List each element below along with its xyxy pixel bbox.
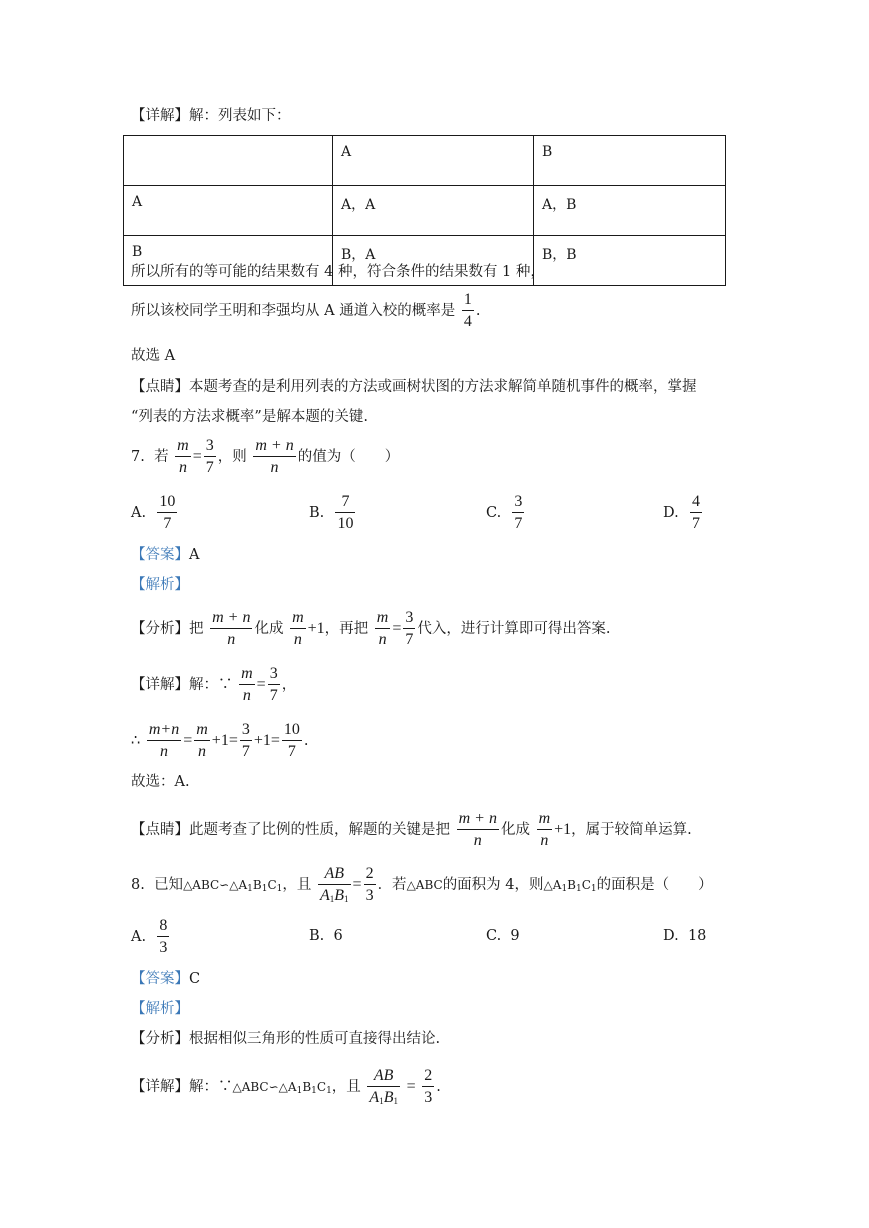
option-letter: A. (131, 505, 147, 521)
frac-num: m + n (457, 811, 499, 830)
frac-num: m (239, 666, 255, 685)
xiangjie-label: 【详解】 (131, 677, 189, 693)
q8-text: 的面积为 4，则 (442, 877, 544, 893)
comment-text: 化成 (500, 822, 530, 838)
option-fraction (690, 494, 702, 532)
equals: = (406, 1078, 416, 1095)
calc-frac-d (282, 722, 302, 760)
question-8 (131, 866, 713, 904)
option-letter: C. (486, 928, 502, 944)
similarity-statement (183, 878, 282, 892)
q8-answer (131, 969, 200, 989)
frac-den: n (378, 631, 387, 648)
triangle-text: C (267, 878, 277, 892)
fenxi-text: 根据相似三角形的性质可直接得出结论. (189, 1031, 441, 1047)
frac-num: 3 (268, 666, 280, 685)
frac-num: 8 (157, 918, 169, 937)
equals: = (192, 448, 202, 465)
triangle-a1b1c1 (544, 878, 597, 892)
frac-num: 2 (422, 1068, 434, 1087)
frac-num: m (290, 610, 306, 629)
comment-label: 【点睛】 (131, 379, 189, 395)
frac-num: AB (367, 1068, 400, 1087)
table-cell: B (124, 236, 333, 286)
triangle-text: △ABC (406, 878, 443, 892)
option-value: 9 (510, 928, 520, 944)
den-part: A (369, 1089, 380, 1106)
comment-label: 【点睛】 (131, 822, 189, 838)
option-fraction (512, 494, 524, 532)
table-cell: A，A (333, 186, 534, 236)
fenxi-frac-3 (375, 610, 391, 648)
triangle-text: △ABC∽△A (183, 878, 248, 892)
option-letter: D. (663, 505, 679, 521)
option-letter: A. (131, 929, 147, 945)
subscript: 1 (247, 884, 253, 894)
option-letter: B. (309, 505, 325, 521)
frac-num: 4 (690, 494, 702, 513)
q7-cond-frac (175, 438, 191, 476)
frac-den: n (198, 743, 207, 760)
frac-num: 2 (364, 866, 376, 885)
period: . (436, 1079, 441, 1095)
detail-intro (131, 106, 291, 126)
option-value: 18 (687, 928, 707, 944)
frac-num: m + n (253, 438, 295, 457)
q7-cond-val (204, 438, 216, 476)
table-cell (124, 136, 333, 186)
answer-label: 【答案】 (131, 971, 189, 987)
xiangjie-text: ，且 (331, 1079, 361, 1095)
xiangjie-text: 解：∵ (189, 677, 233, 693)
frac-den: 3 (424, 1089, 433, 1106)
subscript: 1 (393, 1096, 398, 1106)
table-row (124, 136, 726, 186)
question-number: 8. (131, 877, 145, 893)
frac-num: 10 (157, 494, 177, 513)
comment-frac-2 (537, 811, 553, 849)
q7-answer (131, 545, 199, 565)
q8-option-a[interactable] (131, 918, 171, 956)
frac-num: 3 (512, 494, 524, 513)
period: . (303, 733, 309, 749)
comment-text: 此题考查了比例的性质，解题的关键是把 (189, 822, 450, 838)
den-part: B (383, 1089, 394, 1106)
q7-text: 的值为（ ） (297, 449, 400, 465)
frac-den: n (540, 832, 549, 849)
frac-num: 3 (403, 610, 415, 629)
frac-num: 3 (204, 438, 216, 457)
q7-comment (131, 811, 692, 849)
answer-value: C (189, 971, 201, 987)
q7-calculation (131, 722, 309, 760)
q8-fenxi (131, 1029, 440, 1049)
probability-text: 所以该校同学王明和李强均从 A 通道入校的概率是 (131, 303, 456, 319)
frac-num: 7 (335, 494, 355, 513)
fenxi-label: 【分析】 (131, 1031, 189, 1047)
frac-den: n (227, 631, 236, 648)
q8-option-d[interactable] (663, 928, 706, 944)
subscript: 1 (379, 1096, 384, 1106)
den-part: A (319, 887, 330, 904)
result-count-line: 所以所有的等可能的结果数有 4 种，符合条件的结果数有 1 种， (131, 264, 545, 280)
frac-den: 7 (514, 515, 523, 532)
q8-text: ，且 (282, 877, 312, 893)
subscript: 1 (276, 884, 283, 894)
xiangjie-value (268, 666, 280, 704)
fenxi-text: 化成 (254, 621, 284, 637)
frac-den: 3 (159, 939, 168, 956)
plus-one: +1 (307, 620, 325, 637)
den-part: B (334, 887, 345, 904)
q7-fenxi (131, 610, 610, 648)
subscript: 1 (296, 1086, 303, 1096)
frac-den: 7 (269, 687, 278, 704)
table-cell: B，A (333, 236, 534, 286)
subscript: 1 (590, 884, 597, 894)
subscript: 1 (576, 884, 582, 894)
probability-line (131, 292, 480, 330)
table-row (124, 186, 726, 236)
frac-den: 7 (691, 515, 700, 532)
detail-label: 【详解】 (131, 108, 189, 124)
similarity-statement (233, 1080, 332, 1094)
fenxi-frac-1 (210, 610, 252, 648)
q8-text: 已知 (154, 877, 184, 893)
table-cell: B，B (534, 236, 726, 286)
subscript: 1 (344, 894, 349, 904)
q8-ratio-value (364, 866, 376, 904)
frac-num: AB (318, 866, 351, 885)
q7-option-c[interactable] (486, 494, 526, 532)
subscript: 1 (561, 884, 568, 894)
fenxi-text: ，再把 (324, 621, 369, 637)
q7-option-b[interactable] (309, 494, 357, 532)
q7-choice: 故选：A. (131, 774, 190, 790)
xiangjie-label: 【详解】 (131, 1079, 189, 1095)
triangle-text: C (581, 878, 591, 892)
frac-den: 10 (337, 515, 354, 532)
plus-one: +1 (554, 821, 572, 838)
frac-den: n (242, 687, 251, 704)
q7-expr-frac (253, 438, 295, 476)
xiangjie-ratio-value (422, 1068, 434, 1106)
calc-frac-c (240, 722, 252, 760)
option-fraction (335, 494, 355, 532)
frac-den: n (473, 832, 482, 849)
option-fraction (157, 494, 177, 532)
q7-option-d[interactable] (663, 494, 704, 532)
xiangjie-text: ， (281, 677, 297, 693)
q8-ratio-frac (318, 866, 351, 904)
option-letter: B. (309, 928, 325, 944)
table-cell: B (534, 136, 726, 186)
frac-den: n (270, 459, 279, 476)
frac-num: m + n (210, 610, 252, 629)
equals: = (392, 620, 402, 637)
option-fraction (157, 918, 169, 956)
q7-text: 若 (154, 449, 169, 465)
comment-frac-1 (457, 811, 499, 849)
frac-den: 7 (241, 743, 250, 760)
frac-num: 10 (282, 722, 302, 741)
triangle-text: B (567, 878, 576, 892)
frac-num: m (375, 610, 391, 629)
q7-analysis-label: 【解析】 (131, 577, 189, 593)
fenxi-label: 【分析】 (131, 621, 189, 637)
frac-den: n (293, 631, 302, 648)
table-cell: A (333, 136, 534, 186)
frac-num: 3 (240, 722, 252, 741)
fenxi-text: 把 (189, 621, 204, 637)
period: . (475, 303, 481, 319)
subscript: 1 (261, 884, 268, 894)
q7-option-a[interactable] (131, 494, 179, 532)
q8-text: 的面积是（ ） (596, 877, 713, 893)
question-7 (131, 438, 399, 476)
triangle-text: B (302, 1080, 312, 1094)
calc-frac-b (194, 722, 210, 760)
q8-xiangjie (131, 1068, 441, 1106)
option-letter: C. (486, 505, 502, 521)
equals: = (256, 676, 266, 693)
plus-one: +1= (211, 732, 238, 749)
q8-text: ．若 (377, 877, 407, 893)
equals: = (352, 876, 362, 893)
q8-option-c[interactable] (486, 928, 520, 944)
question-number: 7. (131, 449, 145, 465)
q8-option-b[interactable] (309, 928, 343, 944)
triangle-text: C (316, 1080, 327, 1094)
fenxi-text: 代入，进行计算即可得出答案. (417, 621, 611, 637)
xiangjie-text: 解：∵ (189, 1079, 233, 1095)
q7-xiangjie (131, 666, 296, 704)
frac-num: m (175, 438, 191, 457)
frac-den: n (178, 459, 187, 476)
subscript: 1 (326, 1086, 332, 1096)
frac-num: m (537, 811, 553, 830)
frac-den (367, 1087, 400, 1106)
subscript: 1 (311, 1086, 317, 1096)
q7-text: ，则 (217, 449, 247, 465)
triangle-text: △A (543, 878, 562, 892)
xiangjie-ratio-frac (367, 1068, 400, 1106)
subscript: 1 (329, 894, 335, 904)
therefore-symbol: ∴ (131, 733, 141, 749)
frac-den: n (160, 743, 169, 760)
option-letter: D. (663, 928, 679, 944)
detail-text: 解：列表如下： (189, 108, 291, 124)
q8-analysis-label: 【解析】 (131, 1001, 189, 1017)
choice-line: 故选 A (131, 348, 176, 364)
plus-one: +1= (253, 732, 280, 749)
comment-line-1 (131, 377, 697, 397)
answer-value: A (189, 547, 200, 563)
frac-den: 7 (163, 515, 172, 532)
frac-num: m (194, 722, 210, 741)
comment-text: 本题考查的是利用列表的方法或画树状图的方法求解简单随机事件的概率，掌握 (189, 379, 697, 395)
frac-den: 7 (205, 459, 214, 476)
equals: = (183, 732, 193, 749)
triangle-text: △ABC∽△A (232, 1080, 297, 1094)
frac-num: m+n (147, 722, 181, 741)
fenxi-frac-2 (290, 610, 306, 648)
frac-den: 7 (287, 743, 296, 760)
calc-frac-a (147, 722, 181, 760)
answer-label: 【答案】 (131, 547, 189, 563)
option-value: 6 (333, 928, 343, 944)
xiangjie-frac (239, 666, 255, 704)
fenxi-frac-4 (403, 610, 415, 648)
comment-line-2: “列表的方法求概率”是解本题的关键. (131, 409, 368, 425)
triangle-text: B (252, 878, 262, 892)
table-cell: A，B (534, 186, 726, 236)
frac-num: 1 (462, 292, 474, 311)
frac-den: 4 (463, 313, 472, 330)
comment-text: ，属于较简单运算. (571, 822, 692, 838)
probability-fraction (462, 292, 474, 330)
frac-den: 7 (405, 631, 414, 648)
frac-den: 3 (365, 887, 374, 904)
table-cell: A (124, 186, 333, 236)
frac-den (318, 885, 351, 904)
